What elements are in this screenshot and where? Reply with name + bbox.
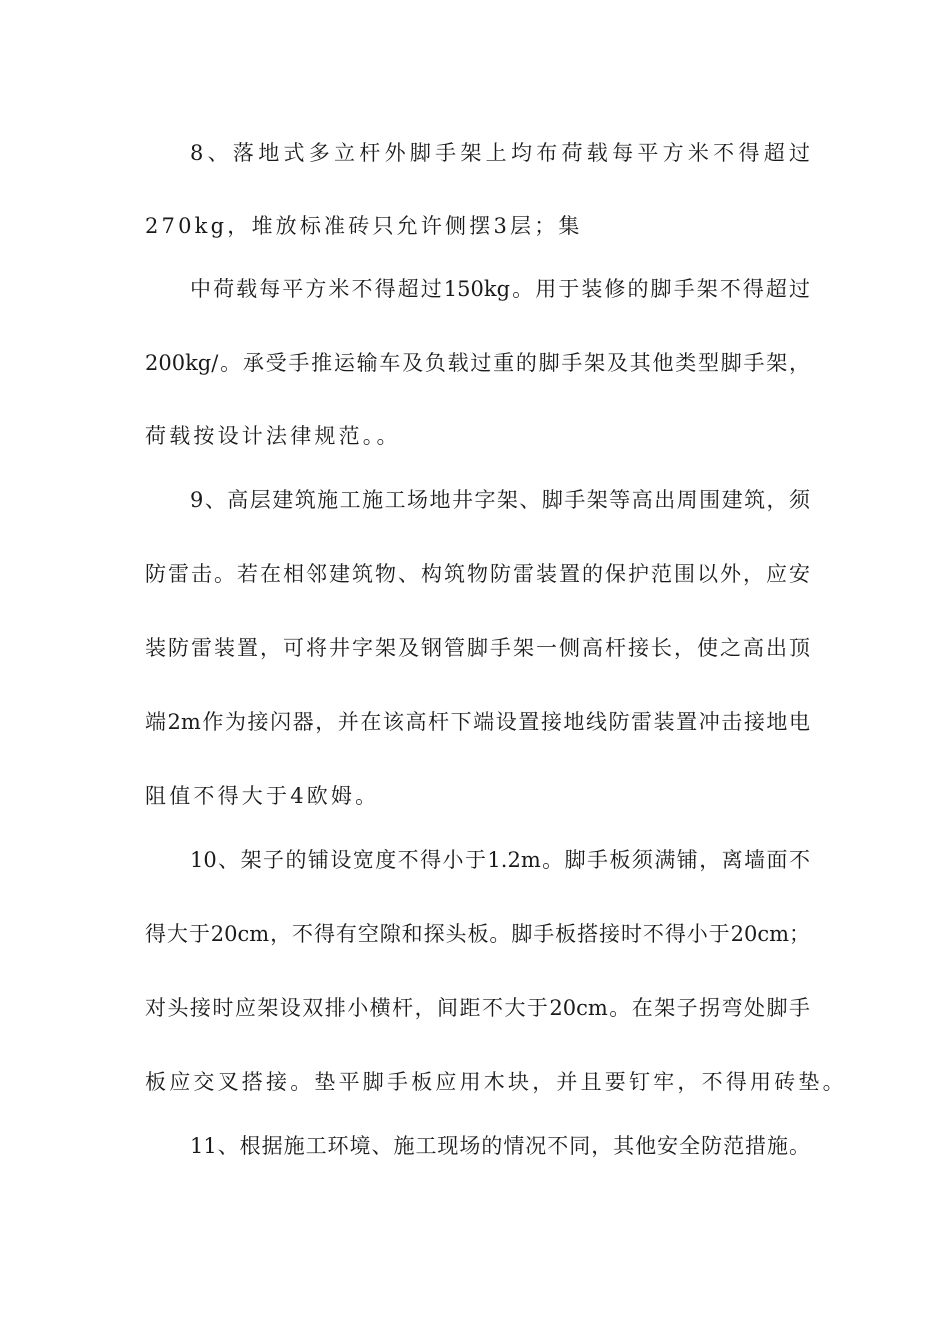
paragraph-8-line-5: 荷载按设计法律规范。。 [145,424,401,448]
paragraph-8-line-2: 270kg，堆放标准砖只允许侧摆3层；集 [145,214,583,238]
paragraph-10-line-4: 板应交叉搭接。垫平脚手板应用木块，并且要钉牢，不得用砖垫。 [145,1070,847,1094]
paragraph-9-line-1: 9、高层建筑施工施工场地井字架、脚手架等高出周围建筑，须 [190,488,810,512]
paragraph-9-line-5: 阻值不得大于4欧姆。 [145,784,380,808]
paragraph-8-line-3: 中荷载每平方米不得超过150kg。用于装修的脚手架不得超过 [190,277,810,301]
paragraph-11-line-1: 11、根据施工环境、施工现场的情况不同，其他安全防范措施。 [190,1134,810,1158]
paragraph-8-line-1: 8、落地式多立杆外脚手架上均布荷载每平方米不得超过 [190,141,810,165]
paragraph-10-line-2: 得大于20cm，不得有空隙和探头板。脚手板搭接时不得小于20cm； [145,922,810,946]
paragraph-9-line-2: 防雷击。若在相邻建筑物、构筑物防雷装置的保护范围以外，应安 [145,562,810,586]
paragraph-9-line-3: 装防雷装置，可将井字架及钢管脚手架一侧高杆接长，使之高出顶 [145,636,810,660]
paragraph-8-line-4: 200kg/。承受手推运输车及负载过重的脚手架及其他类型脚手架， [145,351,810,375]
paragraph-10-line-3: 对头接时应架设双排小横杆，间距不大于20cm。在架子拐弯处脚手 [145,996,810,1020]
paragraph-10-line-1: 10、架子的铺设宽度不得小于1.2m。脚手板须满铺，离墙面不 [190,848,810,872]
paragraph-9-line-4: 端2m作为接闪器，并在该高杆下端设置接地线防雷装置冲击接地电 [145,710,810,734]
